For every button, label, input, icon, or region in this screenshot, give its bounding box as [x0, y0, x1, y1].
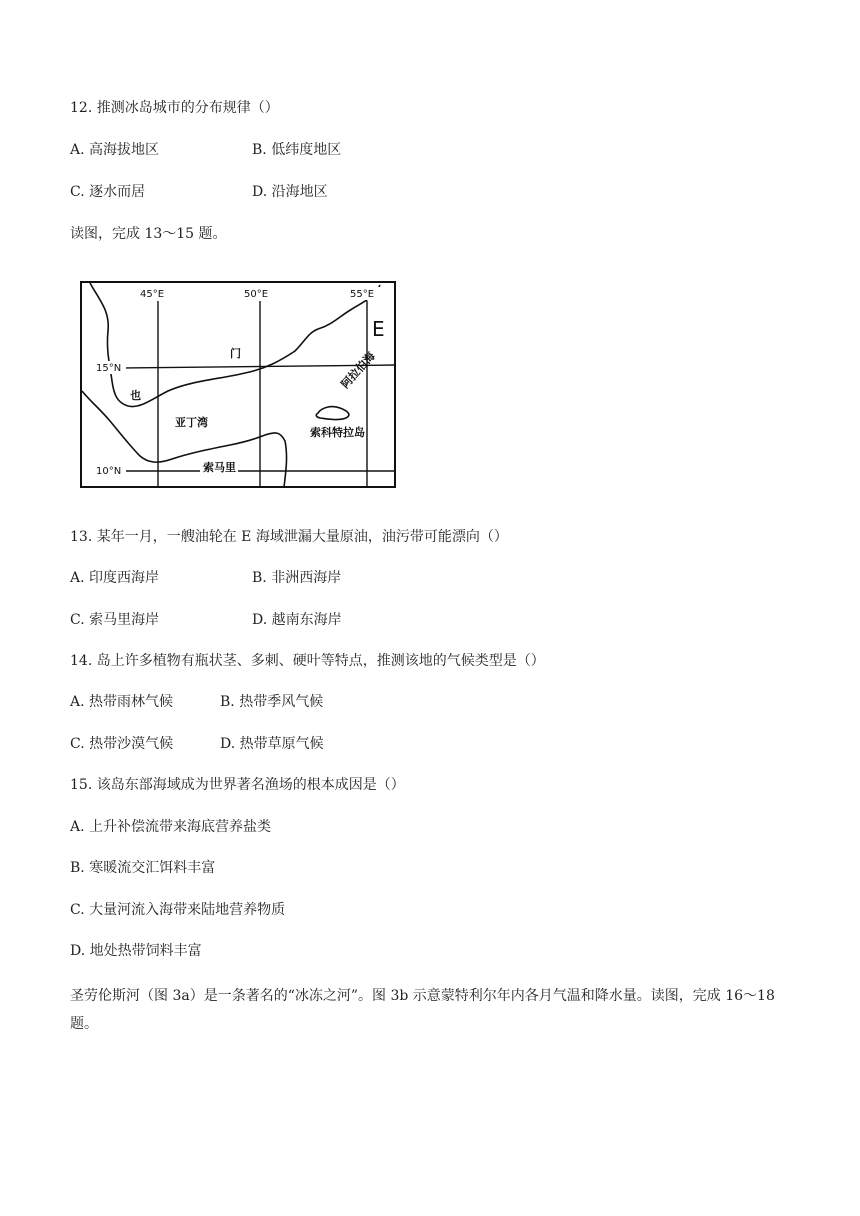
lon-label-45e: 45°E: [140, 289, 165, 300]
place-label-aden-gulf: 亚丁湾: [175, 416, 208, 429]
place-label-arabian-sea: 阿拉伯海: [338, 349, 378, 392]
q12-option-a: A. 高海拔地区: [70, 142, 160, 158]
q12-option-c: C. 逐水而居: [70, 184, 146, 200]
place-label-ye: 也: [130, 389, 141, 402]
q14-option-d: D. 热带草原气候: [220, 736, 324, 752]
q13-option-b: B. 非洲西海岸: [252, 570, 342, 586]
intro-16-18: 圣劳伦斯河（图 3a）是一条著名的“冰冻之河”。图 3b 示意蒙特利尔年内各月气温和降水量。读图，完成 16～18 题。: [70, 988, 775, 1032]
lat-label-15n: 15°N: [96, 363, 122, 374]
q13-stem: 13. 某年一月，一艘油轮在 E 海域泄漏大量原油，油污带可能漂向（）: [70, 529, 508, 545]
q13-option-a: A. 印度西海岸: [70, 570, 160, 586]
q14-option-a: A. 热带雨林气候: [70, 694, 174, 710]
q14-option-b: B. 热带季风气候: [220, 694, 324, 710]
q12-option-b: B. 低纬度地区: [252, 142, 342, 158]
lon-label-50e: 50°E: [244, 289, 269, 300]
q12-stem: 12. 推测冰岛城市的分布规律（）: [70, 100, 279, 116]
q15-option-d: D. 地处热带饲料丰富: [70, 943, 202, 959]
q15-option-b: B. 寒暖流交汇饵料丰富: [70, 860, 216, 876]
gulf-of-aden-map: [80, 281, 396, 488]
intro-13-15: 读图，完成 13～15 题。: [70, 226, 227, 242]
q14-option-c: C. 热带沙漠气候: [70, 736, 174, 752]
q14-stem: 14. 岛上许多植物有瓶状茎、多刺、硬叶等特点，推测该地的气候类型是（）: [70, 653, 545, 669]
q15-option-c: C. 大量河流入海带来陆地营养物质: [70, 902, 286, 918]
q15-option-a: A. 上升补偿流带来海底营养盐类: [70, 819, 272, 835]
q13-option-c: C. 索马里海岸: [70, 612, 160, 628]
lat-label-10n: 10°N: [96, 466, 122, 477]
place-label-men: 门: [230, 347, 241, 360]
q13-option-d: D. 越南东海岸: [252, 612, 342, 628]
place-label-somalia: 索马里: [203, 461, 236, 474]
place-label-socotra: 索科特拉岛: [310, 426, 365, 439]
q15-stem: 15. 该岛东部海域成为世界著名渔场的根本成因是（）: [70, 777, 405, 793]
lon-label-55e: 55°E: [350, 289, 375, 300]
q12-option-d: D. 沿海地区: [252, 184, 328, 200]
sea-area-e-label: E: [372, 317, 385, 341]
